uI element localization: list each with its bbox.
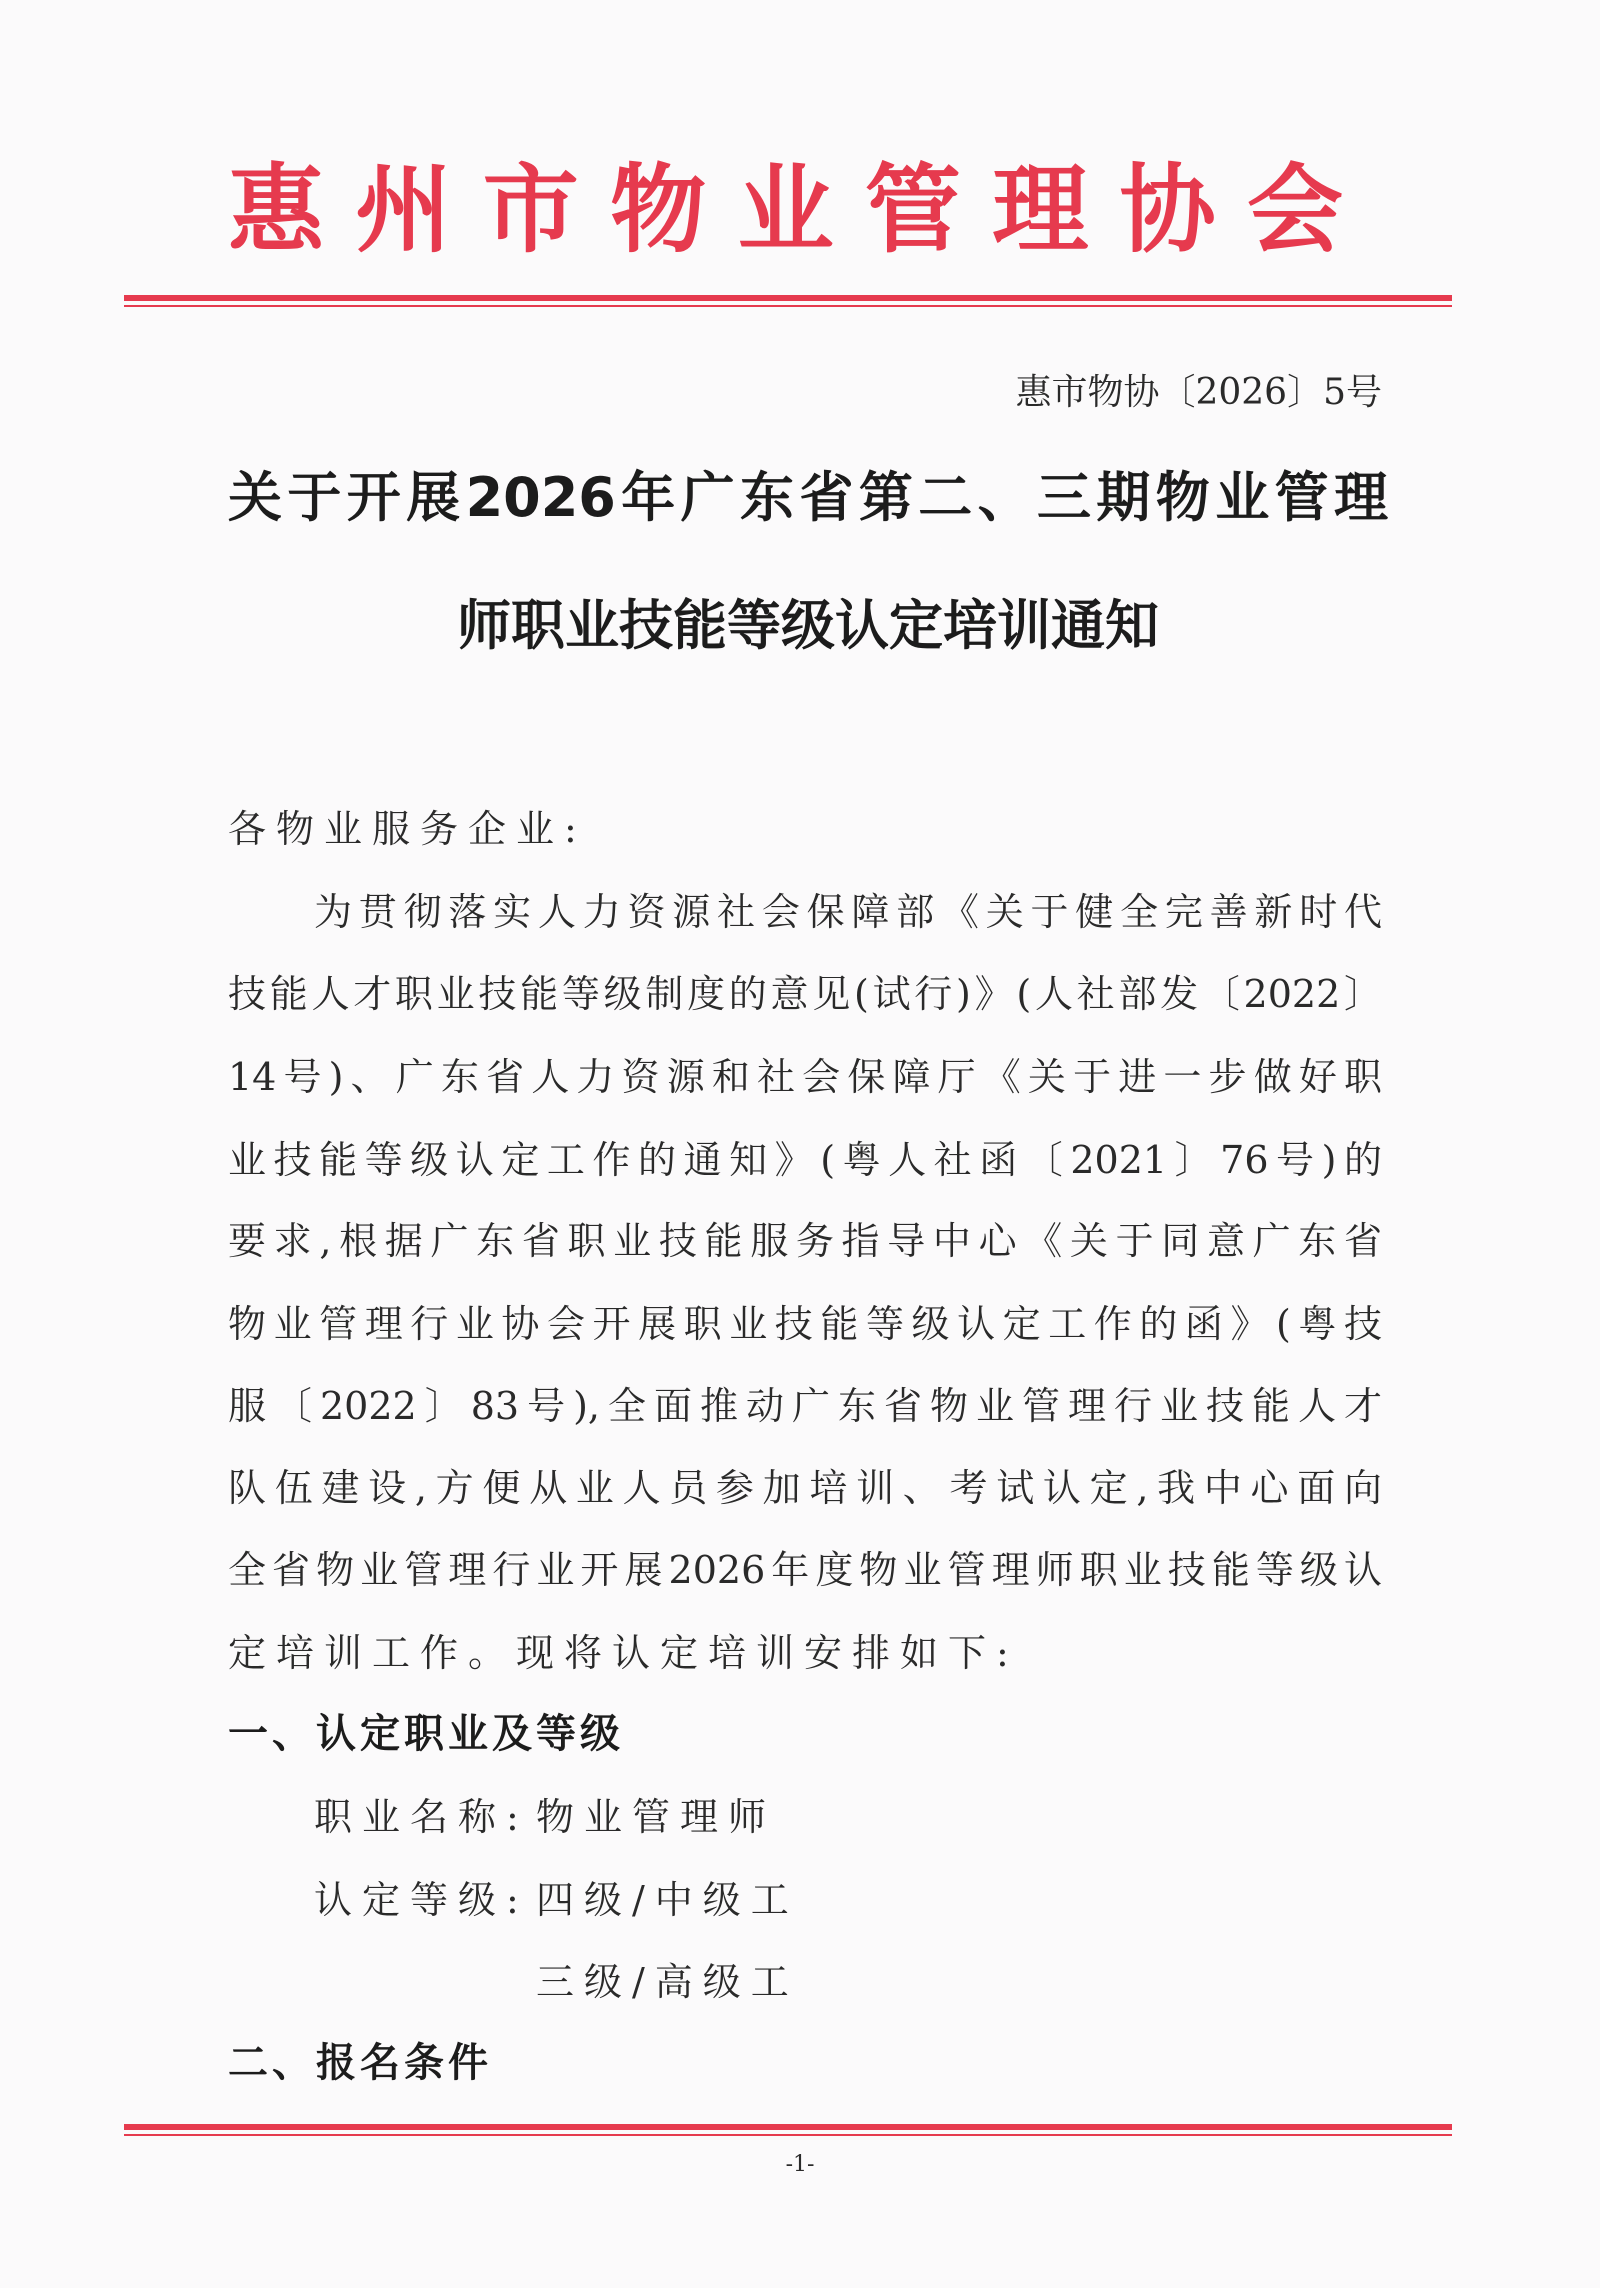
paragraph-line: 物业管理行业协会开展职业技能等级认定工作的函》(粤技 [228,1302,1382,1346]
document-title-line-1: 关于开展2026年广东省第二、三期物业管理 [228,466,1388,529]
document-number: 惠市物协〔2026〕5号 [1015,372,1382,413]
salutation: 各物业服务企业: [228,807,587,851]
paragraph-line: 定培训工作。现将认定培训安排如下: [228,1631,1019,1675]
occupation-value: 物业管理师 [536,1795,777,1839]
paragraph-line: 全省物业管理行业开展2026年度物业管理师职业技能等级认 [228,1548,1382,1592]
level-label: 认定等级: [314,1878,529,1922]
paragraph-line: 技能人才职业技能等级制度的意见(试行)》(人社部发〔2022〕 [228,972,1382,1016]
header-rule-thick [124,295,1452,301]
section-heading-2: 二、报名条件 [228,2040,492,2086]
organization-letterhead: 惠州市物业管理协会 [228,153,1343,266]
level-value: 三级/高级工 [536,1960,799,2004]
level-value: 四级/中级工 [536,1878,799,1922]
section-heading-1: 一、认定职业及等级 [228,1711,624,1757]
occupation-label: 职业名称: [314,1795,529,1839]
footer-rule-thick [124,2124,1452,2130]
paragraph-line: 为贯彻落实人力资源社会保障部《关于健全完善新时代 [314,890,1382,934]
paragraph-line: 业技能等级认定工作的通知》(粤人社函〔2021〕76号)的 [228,1138,1382,1182]
header-rule-thin [124,305,1452,307]
paragraph-line: 队伍建设,方便从业人员参加培训、考试认定,我中心面向 [228,1466,1382,1510]
footer-rule-thin [124,2134,1452,2136]
paragraph-line: 14号)、广东省人力资源和社会保障厅《关于进一步做好职 [228,1055,1382,1099]
document-title-line-2: 师职业技能等级认定培训通知 [457,594,1159,657]
paragraph-line: 服〔2022〕83号),全面推动广东省物业管理行业技能人才 [228,1384,1382,1428]
page-number: -1- [785,2152,815,2177]
paragraph-line: 要求,根据广东省职业技能服务指导中心《关于同意广东省 [228,1219,1382,1263]
